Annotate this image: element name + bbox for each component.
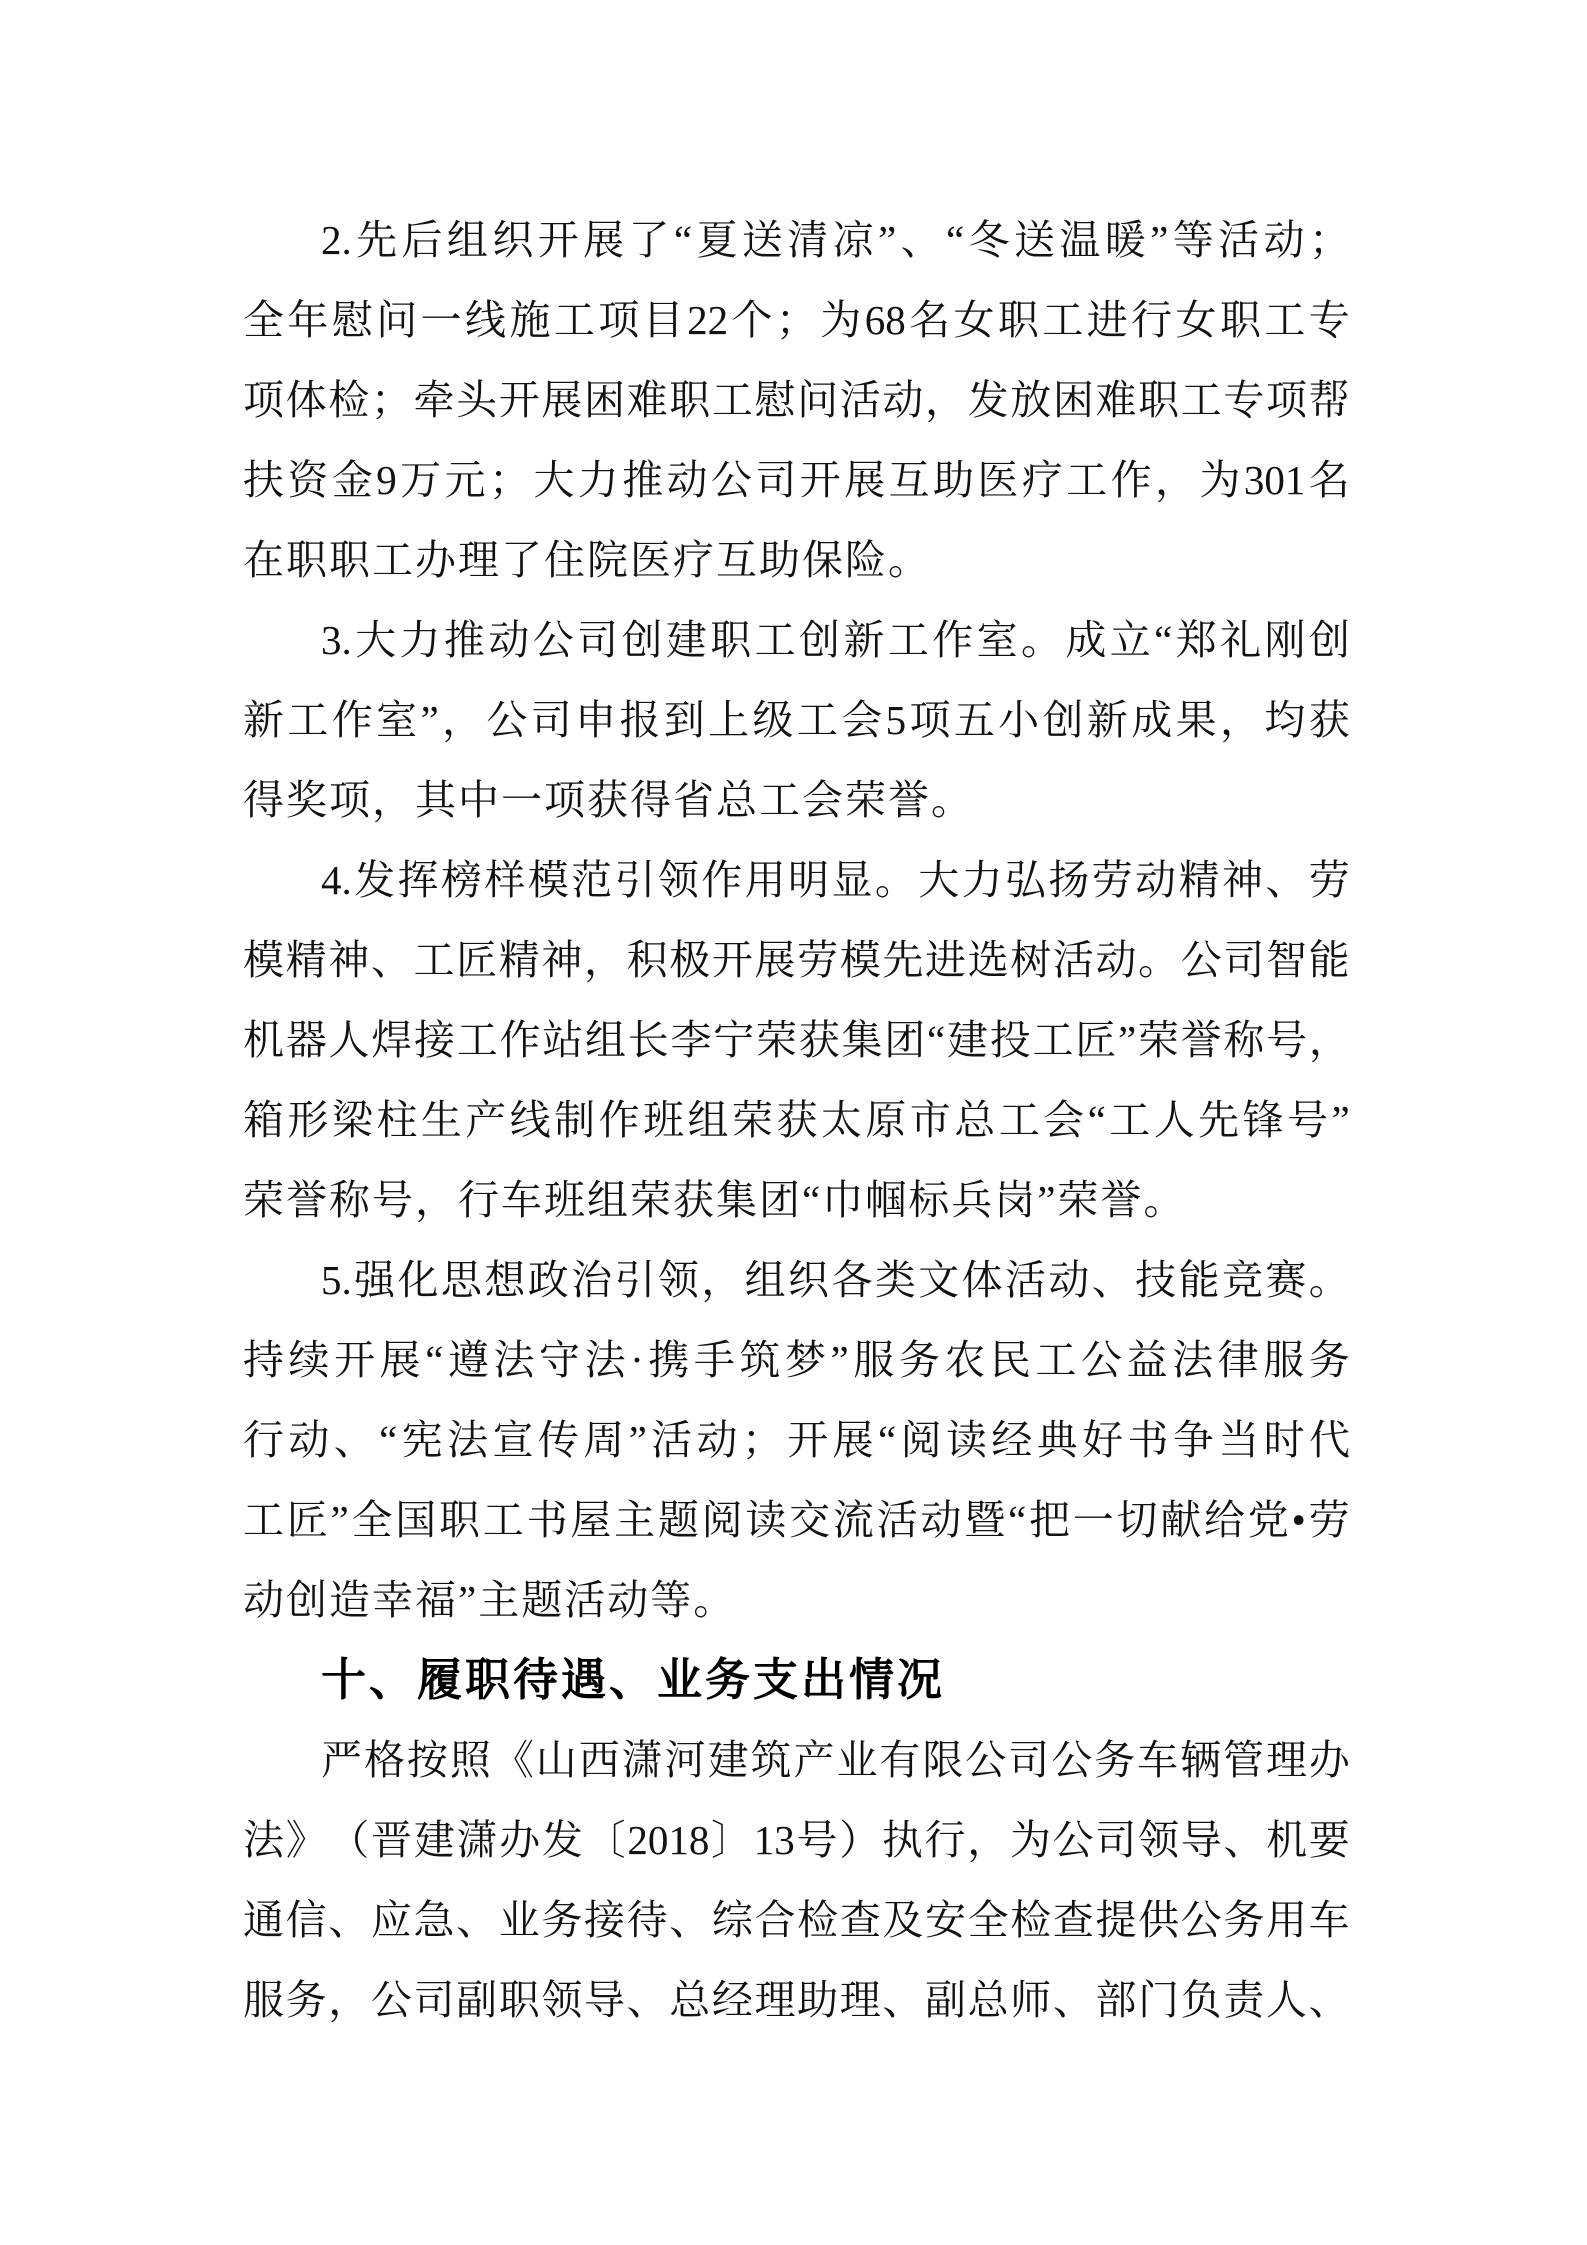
paragraph-item-3 [243, 600, 1350, 840]
text-line: 2. 先 后 组 织 开 展 了 “ 夏 送 清 凉 ” 、 “ 冬 送 温 暖 ” 等 活 动 ； [321, 217, 1350, 263]
paragraph-vehicle-management [243, 1720, 1350, 2040]
text-line: 行 动 、 “ 宪 法 宣 传 周 ” 活 动 ； 开 展 “ 阅 读 经 典 好 书 争 当 时 代 [243, 1417, 1350, 1463]
text-line: 严 格 按 照 《 山 西 潇 河 建 筑 产 业 有 限 公 司 公 务 车 辆 管 理 办 [321, 1737, 1350, 1783]
text-line: 扶 资 金 9 万 元 ； 大 力 推 动 公 司 开 展 互 助 医 疗 工 作 ， 为 301 名 [243, 457, 1350, 503]
text-line: 通 信 、 应 急 、 业 务 接 待 、 综 合 检 查 及 安 全 检 查 提 供 公 务 用 车 [243, 1897, 1350, 1943]
section-heading-text: 十、履职待遇、业务支出情况 [321, 1654, 946, 1705]
text-line: 模 精 神 、 工 匠 精 神 ， 积 极 开 展 劳 模 先 进 选 树 活 动 。 公 司 智 能 [243, 937, 1350, 983]
text-line: 得奖项，其中一项获得省总工会荣誉。 [243, 777, 974, 823]
text-line: 箱 形 梁 柱 生 产 线 制 作 班 组 荣 获 太 原 市 总 工 会 “ 工 人 先 锋 号 ” [243, 1097, 1350, 1143]
text-line: 工 匠 ” 全 国 职 工 书 屋 主 题 阅 读 交 流 活 动 暨 “ 把 一 切 献 给 党 • 劳 [243, 1497, 1350, 1543]
text-line: 服 务 ， 公 司 副 职 领 导 、 总 经 理 助 理 、 副 总 师 、 部 门 负 责 人 、 [243, 1977, 1350, 2023]
text-line: 新 工 作 室 ” ， 公 司 申 报 到 上 级 工 会 5 项 五 小 创 新 成 果 ， 均 获 [243, 697, 1350, 743]
document-text-block [243, 200, 1350, 2040]
text-line: 动创造幸福”主题活动等。 [243, 1577, 737, 1623]
text-line: 机 器 人 焊 接 工 作 站 组 长 李 宁 荣 获 集 团 “ 建 投 工 匠 ” 荣 誉 称 号 ， [243, 1017, 1350, 1063]
text-line: 持 续 开 展 “ 遵 法 守 法 · 携 手 筑 梦 ” 服 务 农 民 工 公 益 法 律 服 务 [243, 1337, 1350, 1383]
text-line: 项 体 检 ； 牵 头 开 展 困 难 职 工 慰 问 活 动 ， 发 放 困 难 职 工 专 项 帮 [243, 377, 1350, 423]
text-line: 5. 强 化 思 想 政 治 引 领 ， 组 织 各 类 文 体 活 动 、 技 能 竞 赛 。 [321, 1257, 1350, 1303]
text-line: 4. 发 挥 榜 样 模 范 引 领 作 用 明 显 。 大 力 弘 扬 劳 动 精 神 、 劳 [321, 857, 1350, 903]
text-line: 荣誉称号，行车班组荣获集团“巾帼标兵岗”荣誉。 [243, 1177, 1187, 1223]
text-line: 3. 大 力 推 动 公 司 创 建 职 工 创 新 工 作 室 。 成 立 “ 郑 礼 刚 创 [321, 617, 1350, 663]
text-line: 全 年 慰 问 一 线 施 工 项 目 22 个 ； 为 68 名 女 职 工 进 行 女 职 工 专 [243, 297, 1350, 343]
text-line: 在职职工办理了住院医疗互助保险。 [243, 537, 931, 583]
paragraph-item-2 [243, 200, 1350, 600]
paragraph-item-5 [243, 1240, 1350, 1640]
section-heading-10 [243, 1640, 1350, 1720]
text-line: 法 》 （ 晋 建 潇 办 发 〔 2018 〕 13 号 ） 执 行 ， 为 公 司 领 导 、 机 要 [243, 1817, 1350, 1863]
paragraph-item-4 [243, 840, 1350, 1240]
